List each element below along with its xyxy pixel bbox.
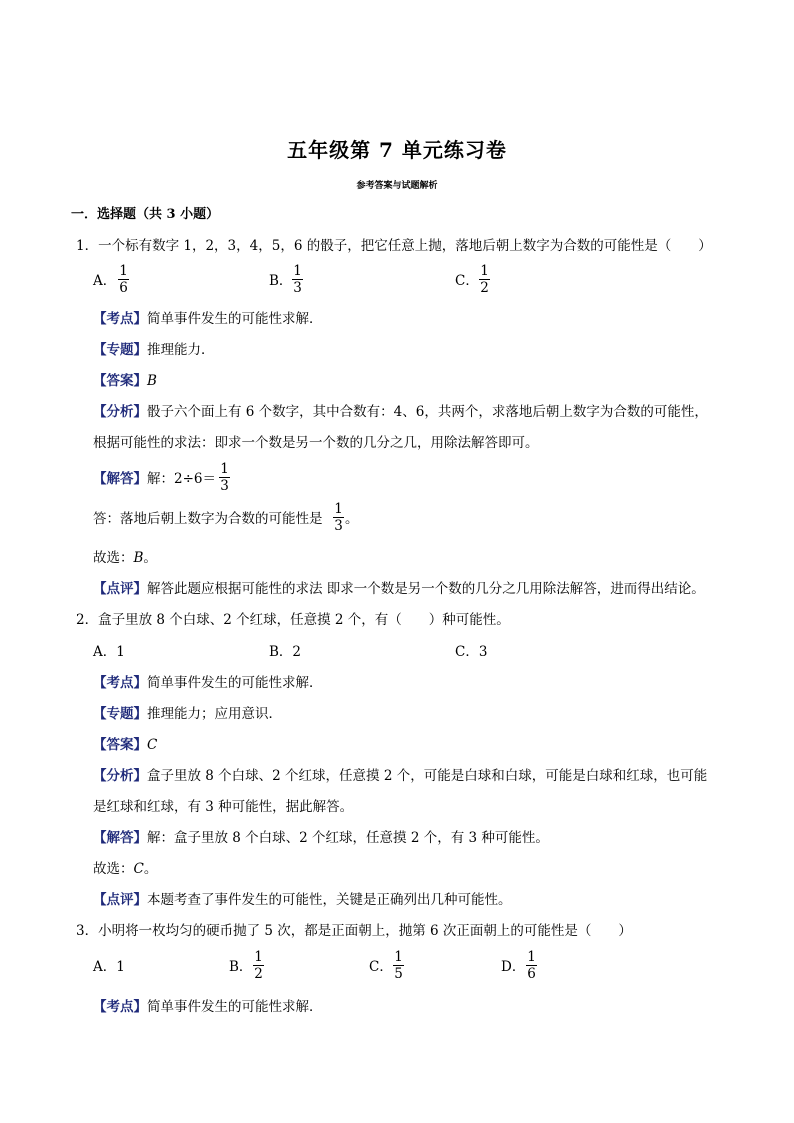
tag-kaodian: 【考点】: [93, 311, 147, 327]
q1-dianping: 【点评】解答此题应根据可能性的求法 即求一个数是另一个数的几分之几用除法解答，进而得出结论。: [93, 581, 705, 597]
numerator: 1: [293, 263, 302, 279]
q1-option-a-fraction: [118, 264, 129, 295]
numerator: 1: [220, 461, 229, 477]
q2-jieda: 【解答】解：盒子里放 8 个白球、2 个红球，任意摸 2 个，有 3 种可能性。: [93, 830, 549, 846]
denominator: 6: [527, 966, 536, 982]
tag-dianping: 【点评】: [93, 892, 147, 908]
q1-choice: 故选：B。: [93, 550, 157, 566]
q1-kaodian: 【考点】简单事件发生的可能性求解．: [93, 311, 323, 327]
tag-zhuanti: 【专题】: [93, 706, 147, 722]
tag-jieda: 【解答】: [93, 471, 147, 487]
page-title: 五年级第 7 单元练习卷: [287, 138, 507, 162]
q2-option-b: B．2: [269, 644, 302, 660]
q1-stem: 1．一个标有数字 1，2，3，4，5，6 的骰子，把它任意上抛，落地后朝上数字为合数的可能性是（ ）: [76, 238, 712, 254]
numerator: 1: [527, 949, 536, 965]
tag-daan: 【答案】: [93, 373, 147, 389]
q2-choice: 故选：C。: [93, 861, 158, 877]
q3-option-b-label: B．: [229, 959, 253, 975]
denominator: 6: [119, 280, 128, 296]
q1-option-b-label: B．: [269, 273, 293, 289]
q3-option-c-fraction: [393, 950, 404, 981]
q1-daan: 【答案】B: [93, 373, 157, 389]
q2-daan: 【答案】C: [93, 737, 158, 753]
tag-jieda: 【解答】: [93, 830, 147, 846]
q2-stem: 2．盒子里放 8 个白球、2 个红球，任意摸 2 个，有（ ）种可能性。: [76, 612, 510, 628]
numerator: 1: [394, 949, 403, 965]
q3-option-c-label: C．: [369, 959, 393, 975]
tag-fenxi: 【分析】: [93, 404, 147, 420]
q1-option-b-fraction: [292, 264, 303, 295]
denominator: 3: [334, 518, 343, 534]
q2-zhuanti: 【专题】推理能力；应用意识．: [93, 706, 282, 722]
q1-answer-end: 。: [345, 511, 359, 527]
page-subtitle: 参考答案与试题解析: [356, 181, 438, 191]
tag-dianping: 【点评】: [93, 581, 147, 597]
q2-kaodian: 【考点】简单事件发生的可能性求解．: [93, 675, 323, 691]
q2-dianping: 【点评】本题考查了事件发生的可能性，关键是正确列出几种可能性。: [93, 892, 512, 908]
denominator: 3: [293, 280, 302, 296]
q1-jieda-fraction: [219, 462, 230, 493]
q1-fenxi-line1: 【分析】骰子六个面上有 6 个数字，其中合数有：4、6，共两个，求落地后朝上数字为合数的可能性，: [93, 404, 708, 420]
q3-kaodian: 【考点】简单事件发生的可能性求解．: [93, 999, 323, 1015]
q2-fenxi-line1: 【分析】盒子里放 8 个白球、2 个红球，任意摸 2 个，可能是白球和白球，可能是白球和红球，也可能: [93, 768, 708, 784]
q2-option-a: A．1: [93, 644, 125, 660]
denominator: 3: [220, 478, 229, 494]
q3-option-a: A．1: [93, 959, 125, 975]
q1-zhuanti: 【专题】推理能力．: [93, 342, 215, 358]
q1-answer-fraction: [333, 502, 344, 533]
tag-kaodian: 【考点】: [93, 999, 147, 1015]
q2-option-c: C．3: [455, 644, 488, 660]
q3-option-b-fraction: [253, 950, 264, 981]
denominator: 2: [480, 280, 489, 296]
q3-stem: 3．小明将一枚均匀的硬币抛了 5 次，都是正面朝上，抛第 6 次正面朝上的可能性是（ ）: [76, 923, 632, 939]
q2-fenxi-line2: 是红球和红球，有 3 种可能性，据此解答。: [93, 799, 354, 815]
tag-fenxi: 【分析】: [93, 768, 147, 784]
q1-option-a-label: A．: [93, 273, 117, 289]
q1-jieda: 【解答】解：2÷6＝: [93, 471, 216, 487]
numerator: 1: [119, 263, 128, 279]
tag-daan: 【答案】: [93, 737, 147, 753]
numerator: 1: [480, 263, 489, 279]
denominator: 2: [254, 966, 263, 982]
tag-kaodian: 【考点】: [93, 675, 147, 691]
numerator: 1: [254, 949, 263, 965]
section-heading: 一．选择题（共 3 小题）: [71, 207, 220, 222]
numerator: 1: [334, 501, 343, 517]
q3-option-d-fraction: [526, 950, 537, 981]
denominator: 5: [394, 966, 403, 982]
q1-answer: 答：落地后朝上数字为合数的可能性是: [93, 511, 323, 527]
tag-zhuanti: 【专题】: [93, 342, 147, 358]
q1-fenxi-line2: 根据可能性的求法：即求一个数是另一个数的几分之几，用除法解答即可。: [93, 435, 539, 451]
q1-option-c-fraction: [479, 264, 490, 295]
q1-option-c-label: C．: [455, 273, 479, 289]
q3-option-d-label: D．: [501, 959, 526, 975]
